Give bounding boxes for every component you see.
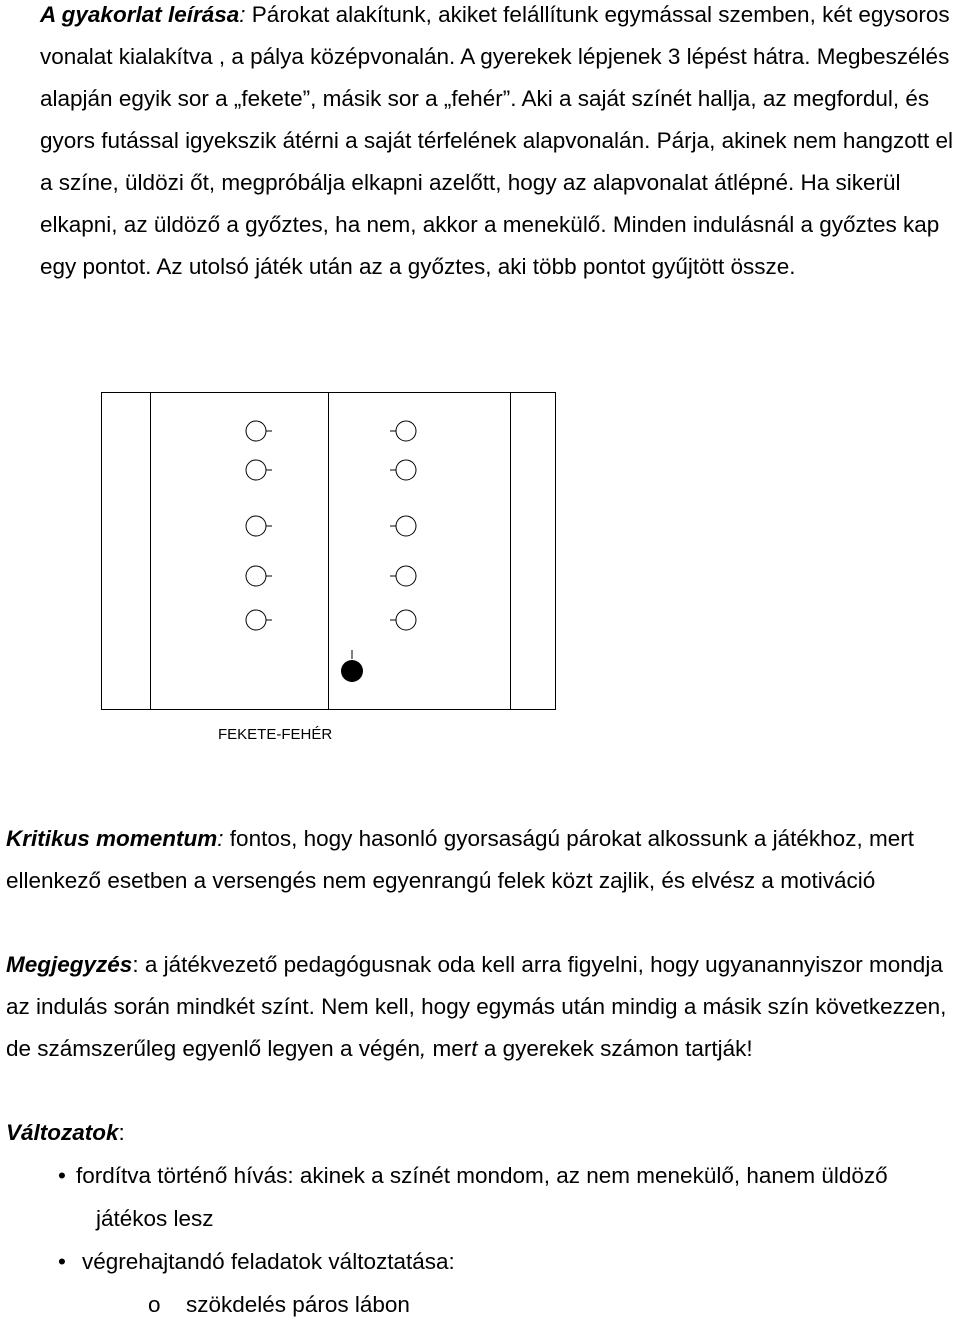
player-right-4 <box>396 566 416 586</box>
note-text-after: a gyerekek számon tartják! <box>477 1036 753 1061</box>
list-item-1-line-2: játékos lesz <box>96 1206 214 1231</box>
list-bullet-2: • <box>58 1249 66 1274</box>
sublist-item-1: szökdelés páros lábon <box>186 1292 410 1317</box>
list-item-2: végrehajtandó feladatok változtatása: <box>82 1249 455 1274</box>
note-text-t: t <box>471 1036 478 1061</box>
note-heading: Megjegyzés <box>6 952 133 977</box>
list-bullet-1: • <box>58 1163 66 1188</box>
exercise-description-colon: : <box>239 2 246 27</box>
variations-heading: Változatok <box>6 1120 119 1145</box>
diagram-caption: FEKETE-FEHÉR <box>218 726 333 743</box>
note-text-before: : a játékvezető pedagógusnak oda kell arra figyelni, hogy ugyanannyiszor mondja az indulás során mindkét színt. Nem kell, hogy egymás után mindig a másik szín következzen, de számszerűleg egyenlő legyen a végén <box>6 952 947 1061</box>
player-left-3 <box>246 516 266 536</box>
critical-moment <box>6 818 951 902</box>
player-left-1 <box>246 421 266 441</box>
player-right-3 <box>396 516 416 536</box>
note-comma: , <box>420 1036 427 1061</box>
sublist-bullet-1: o <box>148 1292 161 1317</box>
player-left-4 <box>246 566 266 586</box>
note <box>6 944 951 1070</box>
critical-moment-heading: Kritikus momentum <box>6 826 218 851</box>
note-text-mer: mer <box>426 1036 472 1061</box>
player-right-2 <box>396 460 416 480</box>
critical-moment-text: fontos, hogy hasonló gyorsaságú párokat alkossunk a játékhoz, mert ellenkező esetben a versengés nem egyenrangú felek közt zajlik, és elvész a motiváció <box>6 826 914 893</box>
player-right-1 <box>396 421 416 441</box>
player-right-5 <box>396 610 416 630</box>
list-item-1-line-1: fordítva történő hívás: akinek a színét mondom, az nem menekülő, hanem üldöző <box>76 1163 888 1188</box>
player-left-5 <box>246 610 266 630</box>
caller-black-circle <box>341 660 363 682</box>
exercise-description-text: Párokat alakítunk, akiket felállítunk egymással szemben, két egysoros vonalat kialakítva , a pálya középvonalán. A gyerekek lépjenek 3 lépést hátra. Megbeszélés alapján egyik sor a „fekete”, másik sor a „fehér”. Aki a saját színét hallja, az megfordul, és gyors futással igyekszik átérni a saját térfelének alapvonalán. Párja, akinek nem hangzott el a színe, üldözi őt, megpróbálja elkapni azelőtt, hogy az alapvonalat átlépné. Ha sikerül elkapni, az üldöző a győztes, ha nem, akkor a menekülő. Minden indulásnál a győztes kap egy pontot. Az utolsó játék után az a győztes, aki több pontot gyűjtött össze. <box>40 2 954 279</box>
variations-colon: : <box>118 1120 125 1145</box>
player-left-2 <box>246 460 266 480</box>
exercise-description-heading: A gyakorlat leírása <box>40 2 240 27</box>
critical-moment-colon: : <box>217 826 224 851</box>
variations-title <box>6 1112 951 1154</box>
